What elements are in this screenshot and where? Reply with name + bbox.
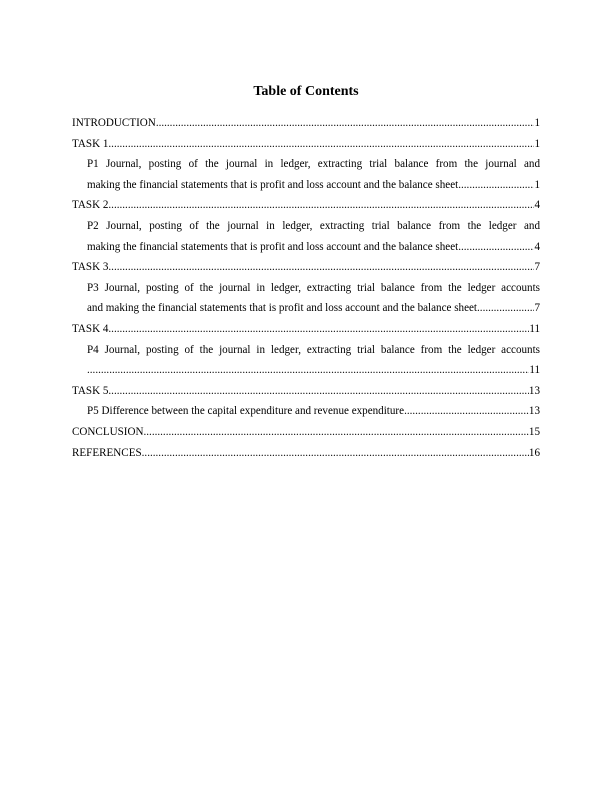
toc-entry-task-3[interactable] (72, 257, 540, 278)
toc-entry-task-4[interactable] (72, 319, 540, 340)
toc-entry-line-1: P1 Journal, posting of the journal in ledger, extracting trial balance from the journal and (87, 158, 540, 171)
toc-entry-p2[interactable] (72, 216, 540, 257)
dot-leader (142, 443, 529, 464)
toc-page-number: 13 (528, 384, 540, 397)
dot-leader (458, 175, 534, 196)
toc-entry-p4[interactable] (72, 340, 540, 381)
dot-leader (87, 360, 529, 381)
toc-entry-label: TASK 5 (72, 384, 109, 397)
toc-entry-task-1[interactable] (72, 134, 540, 155)
toc-entry-label: CONCLUSION (72, 425, 144, 438)
toc-entry-label: TASK 3 (72, 261, 109, 274)
toc-entry-p3[interactable] (72, 278, 540, 319)
dot-leader (108, 134, 534, 155)
toc-page-number: 13 (528, 405, 540, 418)
toc-title: Table of Contents (253, 84, 359, 99)
toc-page-number: 11 (529, 322, 540, 335)
toc-page-number: 7 (534, 302, 540, 315)
toc-entry-introduction[interactable] (72, 113, 540, 134)
toc-page-number: 16 (528, 446, 540, 459)
toc-entry-p5[interactable] (72, 401, 540, 422)
toc-entry-line-1: P2 Journal, posting of the journal in ledger, extracting trial balance from the ledger and (87, 219, 540, 232)
toc-entry-line-1: P3 Journal, posting of the journal in ledger, extracting trial balance from the ledger accounts (87, 281, 540, 294)
dot-leader (156, 113, 535, 134)
toc-page-number: 7 (534, 261, 540, 274)
toc-entry-label: INTRODUCTION (72, 117, 156, 129)
toc-entry-label: P5 Difference between the capital expenditure and revenue expenditure (87, 405, 405, 418)
dot-leader (108, 381, 529, 402)
toc-page-number: 15 (528, 425, 540, 438)
toc-entry-p1[interactable] (72, 154, 540, 195)
dot-leader (108, 319, 529, 340)
dot-leader (108, 195, 534, 216)
toc-page-number: 4 (534, 240, 540, 253)
table-of-contents (72, 113, 540, 463)
dot-leader (458, 237, 534, 258)
toc-entry-line-2: making the financial statements that is profit and loss account and the balance sheet (87, 240, 459, 253)
dot-leader (404, 401, 529, 422)
toc-entry-conclusion[interactable] (72, 422, 540, 443)
toc-entry-task-2[interactable] (72, 195, 540, 216)
toc-entry-label: TASK 1 (72, 137, 109, 150)
toc-entry-label: REFERENCES (72, 446, 142, 459)
toc-entry-label: TASK 2 (72, 199, 109, 212)
toc-page-number: 4 (534, 199, 540, 212)
toc-entry-label: TASK 4 (72, 322, 109, 335)
toc-entry-line-1: P4 Journal, posting of the journal in ledger, extracting trial balance from the ledger accounts (87, 343, 540, 356)
toc-entry-line-2: making the financial statements that is profit and loss account and the balance sheet (87, 178, 459, 191)
dot-leader (477, 298, 534, 319)
dot-leader (144, 422, 529, 443)
toc-page-number: 1 (534, 117, 540, 129)
toc-entry-task-5[interactable] (72, 381, 540, 402)
toc-entry-references[interactable] (72, 443, 540, 464)
toc-page-number: 1 (534, 178, 540, 191)
toc-entry-line-2: and making the financial statements that is profit and loss account and the balance sheet (87, 302, 478, 315)
dot-leader (108, 257, 534, 278)
toc-page-number: 11 (529, 364, 540, 377)
toc-page-number: 1 (534, 137, 540, 150)
